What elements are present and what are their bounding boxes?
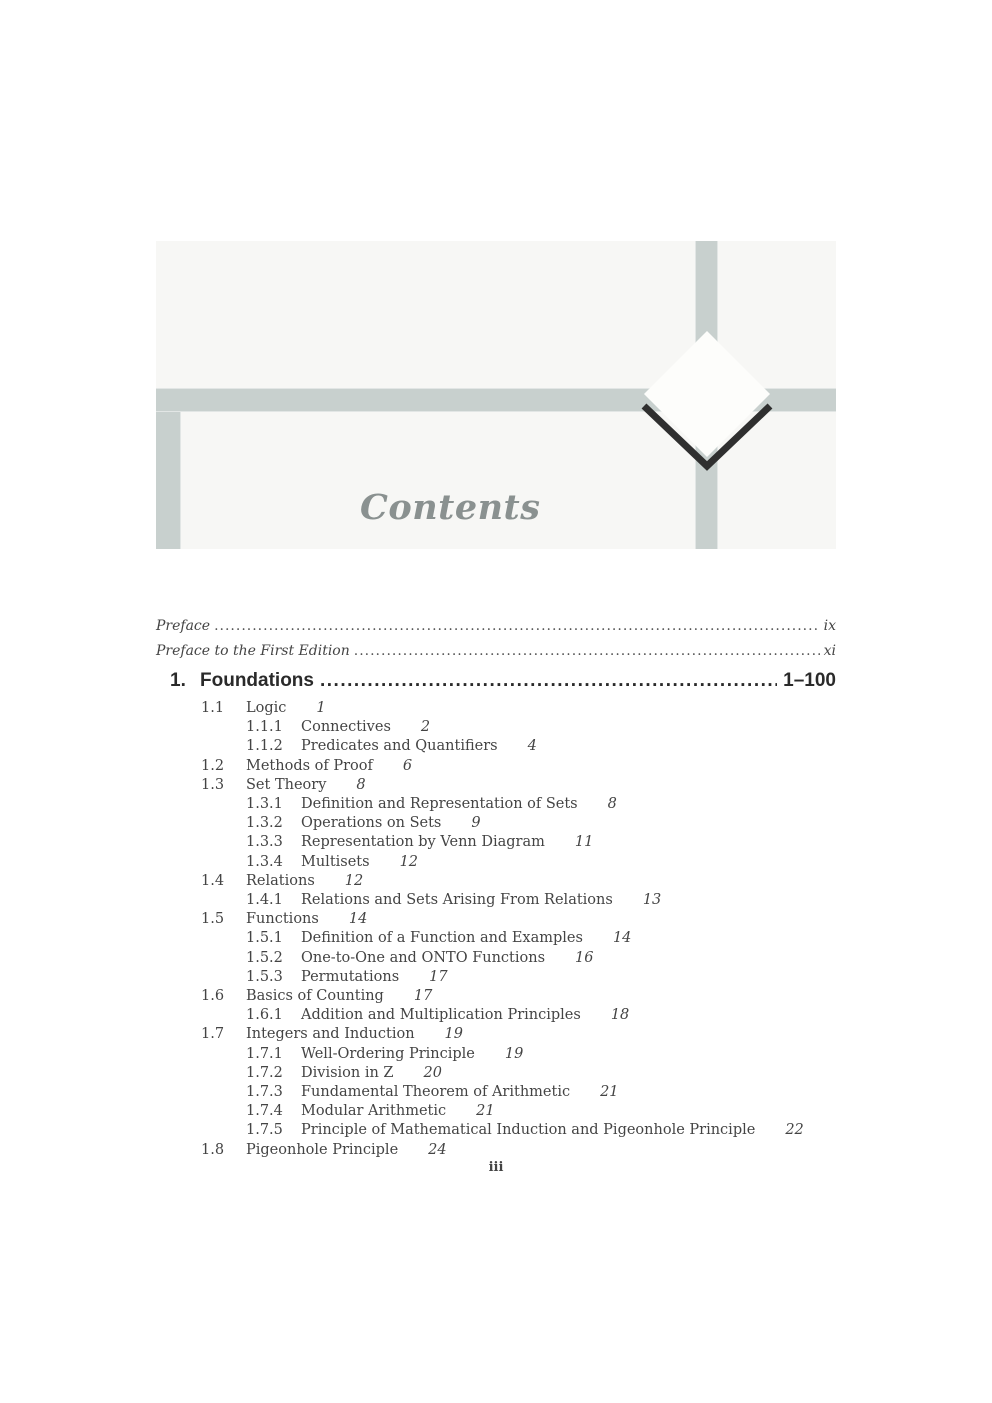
toc-entry-number: 1.4.1	[246, 892, 283, 908]
toc-entry-page: 11	[574, 834, 594, 851]
toc-entry-number: 1.5	[201, 911, 225, 928]
toc-entry-page: 6	[402, 757, 413, 774]
toc-preface-label: Preface	[156, 618, 211, 634]
toc-entry-page: 1	[316, 700, 326, 716]
toc-entry-page: 8	[607, 796, 617, 812]
toc-entry-title: Relations	[246, 872, 315, 889]
toc-entry-number: 1.3.3	[246, 834, 283, 851]
toc-entry-page: 4	[527, 738, 537, 755]
toc-entry[interactable]	[246, 796, 617, 812]
toc-entry-title: Basics of Counting	[246, 988, 384, 1004]
toc-entry-number: 1.5.3	[246, 968, 283, 985]
toc-preface-label: Preface to the First Edition	[156, 643, 350, 659]
toc-entry-title: Set Theory	[246, 776, 327, 793]
toc-entry-number: 1.3.4	[246, 853, 283, 870]
diamond-ornament-icon	[636, 326, 786, 476]
toc-entry[interactable]	[246, 815, 481, 831]
toc-entry-title: Modular Arithmetic	[301, 1103, 447, 1120]
toc-entry-page: 21	[476, 1103, 495, 1120]
toc-entry-number: 1.7.4	[246, 1103, 283, 1120]
chapter-number: 1.	[170, 670, 186, 691]
toc-entry[interactable]	[246, 1046, 523, 1062]
toc-entry-title: Operations on Sets	[301, 815, 442, 832]
toc-entry[interactable]	[246, 892, 661, 908]
toc-entry-page: 18	[610, 1007, 630, 1024]
toc-entry[interactable]	[201, 873, 363, 889]
toc-entry-number: 1.1.1	[246, 719, 283, 736]
toc-entry-number: 1.7.2	[246, 1064, 283, 1081]
toc-preface-row[interactable]	[156, 618, 836, 644]
toc-entry[interactable]	[246, 1103, 495, 1119]
toc-preface-first-edition-row[interactable]	[156, 643, 836, 669]
toc-entry[interactable]	[246, 719, 430, 735]
toc-entry-number: 1.7	[201, 1026, 225, 1043]
toc-entry-title: Pigeonhole Principle	[246, 1141, 399, 1158]
toc-entry[interactable]	[246, 1122, 804, 1138]
toc-entry-number: 1.6.1	[246, 1007, 283, 1024]
toc-entry-number: 1.8	[201, 1141, 225, 1158]
toc-entry[interactable]	[201, 758, 412, 774]
toc-entry-page: 19	[504, 1045, 524, 1062]
chapter-title: Foundations	[200, 670, 314, 691]
page-title: Contents	[360, 487, 541, 528]
page-number: iii	[488, 1160, 504, 1175]
toc-entry-number: 1.5.1	[246, 930, 283, 947]
toc-entry[interactable]	[246, 969, 448, 985]
toc-entry[interactable]	[246, 1065, 442, 1081]
toc-entry[interactable]	[246, 738, 537, 754]
toc-preface-page: xi	[823, 643, 836, 659]
toc-entry-title: One-to-One and ONTO Functions	[301, 949, 546, 966]
toc-entry-page: 14	[612, 930, 632, 947]
toc-entry[interactable]	[246, 854, 418, 870]
toc-entry-page: 24	[428, 1141, 447, 1158]
toc-entry-page: 21	[600, 1084, 619, 1100]
toc-entry[interactable]	[246, 834, 593, 850]
toc-entry-title: Functions	[246, 911, 319, 928]
toc-entry-page: 22	[785, 1122, 804, 1139]
toc-entry-page: 20	[423, 1064, 442, 1081]
toc-entry-title: Representation by Venn Diagram	[301, 834, 545, 851]
toc-entry-title: Predicates and Quantifiers	[301, 738, 498, 755]
toc-entry-title: Methods of Proof	[246, 757, 373, 774]
toc-entry[interactable]	[246, 1007, 629, 1023]
toc-entry[interactable]	[246, 930, 631, 946]
toc-entry-page: 17	[413, 988, 433, 1004]
toc-entry-number: 1.1.2	[246, 738, 283, 755]
toc-preface-page: ix	[823, 618, 836, 634]
toc-entry-title: Division in Z	[301, 1064, 394, 1081]
toc-entry-number: 1.4	[201, 872, 225, 889]
toc-entry[interactable]	[201, 1142, 447, 1158]
toc-entry-title: Fundamental Theorem of Arithmetic	[301, 1084, 571, 1100]
toc-entry-number: 1.7.5	[246, 1122, 283, 1139]
chapter-pages: 1–100	[783, 670, 836, 691]
toc-entry[interactable]	[246, 950, 593, 966]
dot-leader	[320, 670, 777, 692]
toc-entry-number: 1.1	[201, 700, 225, 716]
contents-banner	[156, 241, 836, 549]
toc-entry-title: Connectives	[301, 719, 391, 736]
toc-entry-title: Integers and Induction	[246, 1026, 415, 1043]
toc-entry-page: 12	[399, 853, 419, 870]
toc-entry-number: 1.7.3	[246, 1084, 283, 1100]
toc-entry-title: Logic	[246, 700, 287, 716]
toc-entry[interactable]	[201, 988, 432, 1004]
toc-entry-page: 9	[471, 815, 481, 832]
toc-entry-page: 19	[444, 1026, 463, 1043]
toc-entry-number: 1.3.2	[246, 815, 283, 832]
toc-entry-number: 1.3.1	[246, 796, 283, 812]
toc-entry[interactable]	[201, 1026, 463, 1042]
toc-entry-page: 12	[344, 872, 364, 889]
toc-chapter-row[interactable]	[170, 670, 836, 692]
toc-entry-number: 1.2	[201, 757, 225, 774]
toc-entry-title: Relations and Sets Arising From Relations	[301, 892, 613, 908]
toc-entry-title: Multisets	[301, 853, 370, 870]
toc-entry-title: Definition of a Function and Examples	[301, 930, 583, 947]
toc-entry-page: 16	[575, 949, 594, 966]
toc-entry-page: 2	[420, 719, 431, 736]
toc-entry-title: Addition and Multiplication Principles	[301, 1007, 581, 1024]
toc-entry[interactable]	[201, 777, 366, 793]
toc-entry-number: 1.3	[201, 776, 225, 793]
toc-entry-number: 1.6	[201, 988, 225, 1004]
toc-entry-page: 13	[642, 892, 662, 908]
toc-entry-number: 1.7.1	[246, 1045, 283, 1062]
toc-entry-title: Well-Ordering Principle	[301, 1045, 475, 1062]
toc-entry-page: 8	[356, 776, 366, 793]
toc-entry-title: Permutations	[301, 968, 400, 985]
toc-entry[interactable]	[246, 1084, 619, 1100]
toc-entry[interactable]	[201, 911, 367, 927]
dot-leader	[214, 618, 820, 634]
banner-left-bar	[156, 412, 181, 549]
toc-entry-title: Principle of Mathematical Induction and Pigeonhole Principle	[301, 1122, 756, 1139]
toc-entry[interactable]	[201, 700, 326, 716]
toc-entry-page: 14	[348, 911, 368, 928]
toc-entry-number: 1.5.2	[246, 949, 283, 966]
toc-entry-title: Definition and Representation of Sets	[301, 796, 578, 812]
toc-entry-page: 17	[429, 968, 448, 985]
dot-leader	[354, 643, 820, 659]
